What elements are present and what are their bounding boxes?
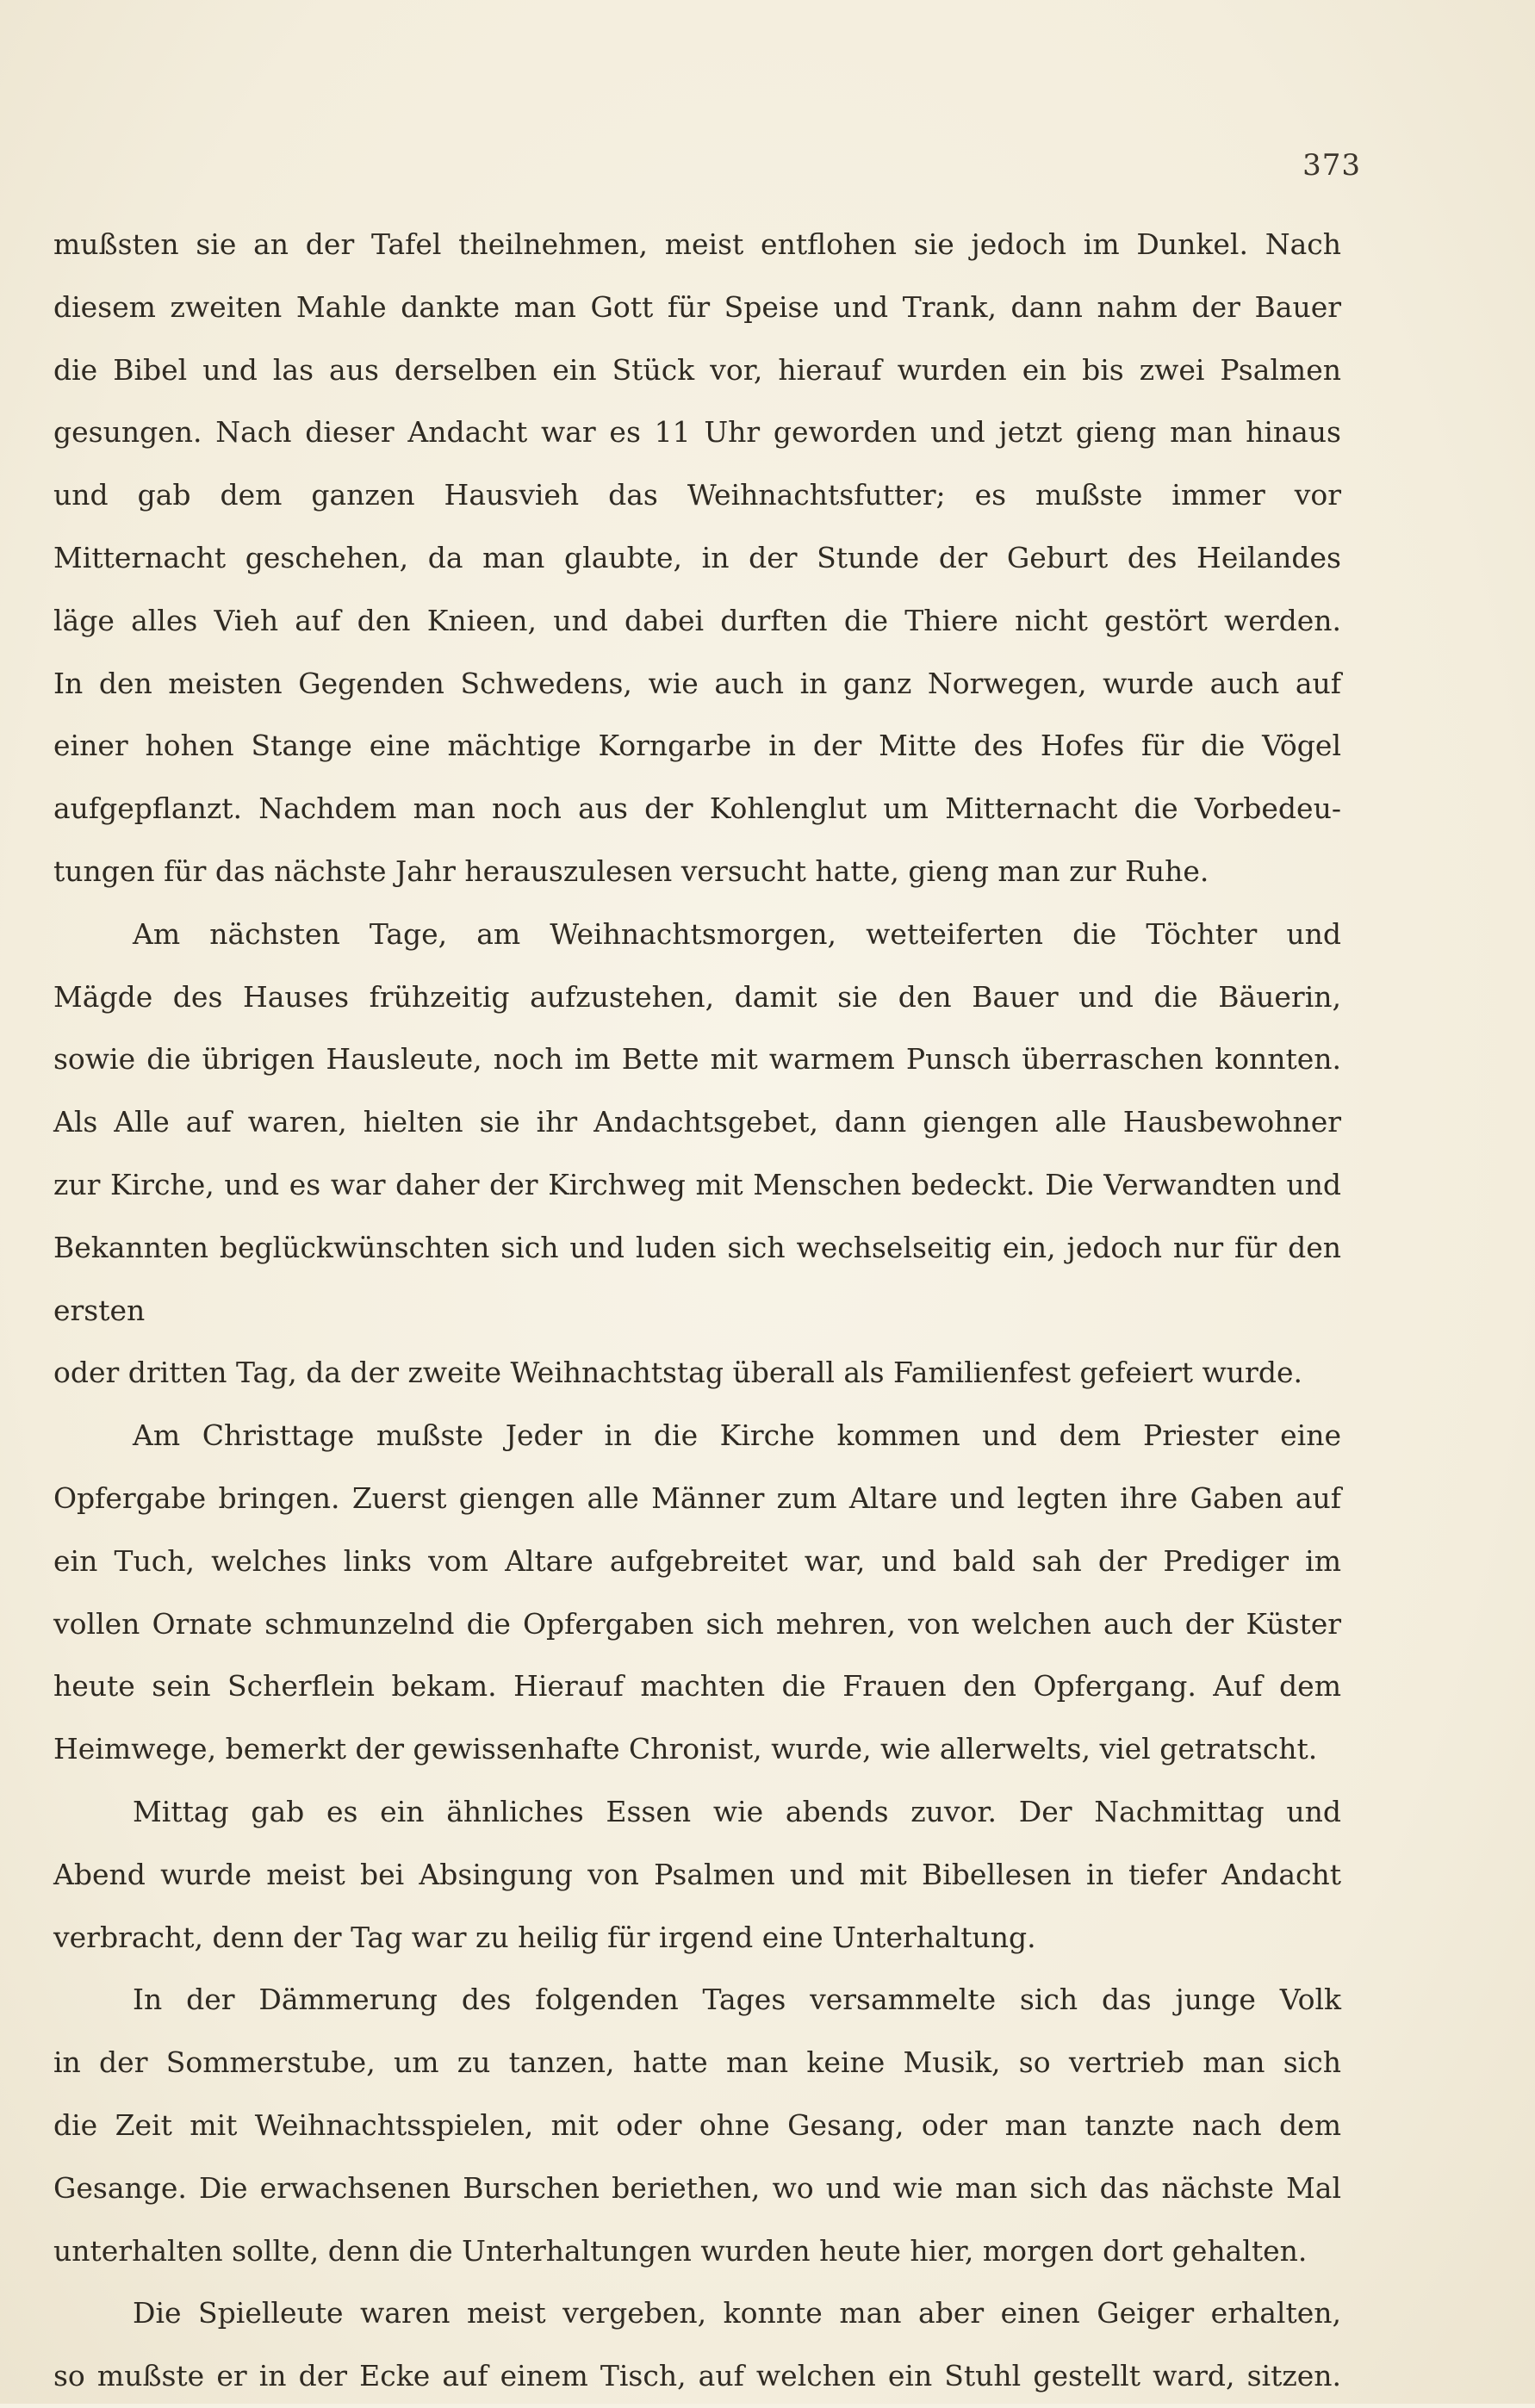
text-line: die Bibel und las aus derselben ein Stück vor, hierauf wurden ein bis zwei Psalmen — [53, 352, 1341, 387]
text-line: mußsten sie an der Tafel theilnehmen, meist entflohen sie jedoch im Dunkel. Nach — [53, 227, 1341, 261]
text-line: heute sein Scherflein bekam. Hierauf machten die Frauen den Opfergang. Auf dem — [53, 1669, 1341, 1704]
text-line: und gab dem ganzen Hausvieh das Weihnachtsfutter; es mußste immer vor — [53, 478, 1341, 512]
text-line: Mägde des Hauses frühzeitig aufzustehen, damit sie den Bauer und die Bäuerin, — [53, 979, 1341, 1014]
page-number: 373 — [1302, 148, 1361, 183]
text-line: oder dritten Tag, da der zweite Weihnachtstag überall als Familienfest gefeiert wurde. — [53, 1356, 1302, 1390]
text-line: läge alles Vieh auf den Knieen, und dabei durften die Thiere nicht gestört werden. — [53, 603, 1341, 637]
text-line: Mitternacht geschehen, da man glaubte, in der Stunde der Geburt des Heilandes — [53, 540, 1341, 574]
text-line: Am nächsten Tage, am Weihnachtsmorgen, wetteiferten die Töchter und — [133, 916, 1341, 951]
text-line: Als Alle auf waren, hielten sie ihr Andachtsgebet, dann giengen alle Hausbewohner — [53, 1105, 1341, 1139]
text-line: so mußste er in der Ecke auf einem Tisch, auf welchen ein Stuhl gestellt ward, sitzen. — [53, 2359, 1341, 2393]
text-line: vollen Ornate schmunzelnd die Opfergaben sich mehren, von welchen auch der Küster — [53, 1606, 1341, 1641]
text-line: Am Christtage mußste Jeder in die Kirche kommen und dem Priester eine — [133, 1418, 1341, 1453]
text-line: Abend wurde meist bei Absingung von Psalmen und mit Bibellesen in tiefer Andacht — [53, 1857, 1341, 1891]
text-line: in der Sommerstube, um zu tanzen, hatte man keine Musik, so vertrieb man sich — [53, 2045, 1341, 2080]
body-text — [53, 214, 1341, 2408]
text-line: die Zeit mit Weihnachtsspielen, mit oder ohne Gesang, oder man tanzte nach dem — [53, 2107, 1341, 2142]
text-line: diesem zweiten Mahle dankte man Gott für Speise und Trank, dann nahm der Bauer — [53, 289, 1341, 324]
text-line: Mittag gab es ein ähnliches Essen wie abends zuvor. Der Nachmittag und — [133, 1794, 1341, 1828]
text-line: sowie die übrigen Hausleute, noch im Bette mit warmem Punsch überraschen konnten. — [53, 1042, 1341, 1077]
text-line: einer hohen Stange eine mächtige Korngarbe in der Mitte des Hofes für die Vögel — [53, 729, 1341, 763]
text-line: aufgepflanzt. Nachdem man noch aus der Kohlenglut um Mitternacht die Vorbedeu- — [53, 791, 1341, 826]
text-line: In der Dämmerung des folgenden Tages versammelte sich das junge Volk — [133, 1983, 1341, 2017]
text-line: tungen für das nächste Jahr herauszulesen versucht hatte, gieng man zur Ruhe. — [53, 853, 1209, 888]
text-line: Heimwege, bemerkt der gewissenhafte Chronist, wurde, wie allerwelts, viel getratscht. — [53, 1732, 1318, 1766]
text-line: In den meisten Gegenden Schwedens, wie auch in ganz Norwegen, wurde auch auf — [53, 666, 1341, 700]
text-line: zur Kirche, und es war daher der Kirchweg mit Menschen bedeckt. Die Verwandten und — [53, 1167, 1341, 1201]
text-line: Die Spielleute waren meist vergeben, konnte man aber einen Geiger erhalten, — [133, 2296, 1341, 2330]
text-line: verbracht, denn der Tag war zu heilig für irgend eine Unterhaltung. — [53, 1920, 1036, 1954]
text-line: Gesange. Die erwachsenen Burschen beriethen, wo und wie man sich das nächste Mal — [53, 2170, 1341, 2205]
text-line: unterhalten sollte, denn die Unterhaltungen wurden heute hier, morgen dort gehalten. — [53, 2233, 1308, 2268]
text-line: gesungen. Nach dieser Andacht war es 11 Uhr geworden und jetzt gieng man hinaus — [53, 415, 1341, 450]
text-line: ein Tuch, welches links vom Altare aufgebreitet war, und bald sah der Prediger im — [53, 1543, 1341, 1578]
text-line: Opfergabe bringen. Zuerst giengen alle Männer zum Altare und legten ihre Gaben auf — [53, 1480, 1341, 1515]
text-line: Bekannten beglückwünschten sich und luden sich wechselseitig ein, jedoch nur für den ersten — [53, 1230, 1341, 1327]
